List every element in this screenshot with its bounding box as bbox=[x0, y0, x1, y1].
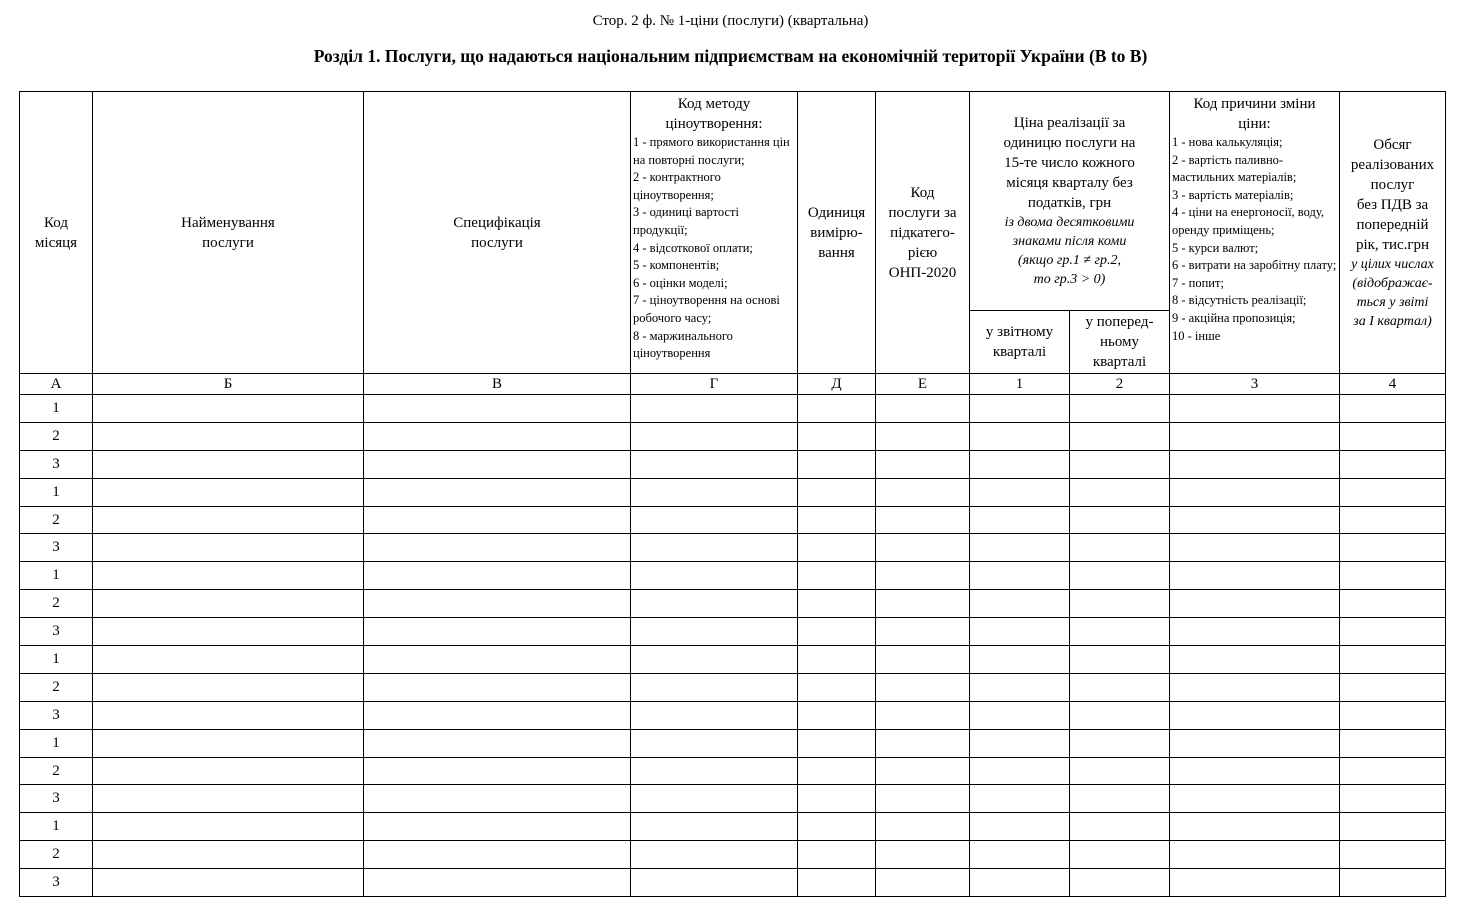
table-cell[interactable] bbox=[1070, 646, 1170, 674]
table-cell[interactable] bbox=[1070, 785, 1170, 813]
table-cell[interactable] bbox=[798, 590, 876, 618]
table-cell[interactable] bbox=[1340, 562, 1446, 590]
table-cell[interactable] bbox=[798, 534, 876, 562]
column-letter: Д bbox=[798, 374, 876, 395]
table-cell[interactable] bbox=[364, 395, 631, 423]
table-cell[interactable] bbox=[798, 785, 876, 813]
table-cell[interactable] bbox=[93, 841, 364, 869]
table-cell[interactable] bbox=[1170, 590, 1340, 618]
table-cell[interactable] bbox=[631, 506, 798, 534]
table-cell[interactable] bbox=[631, 701, 798, 729]
table-cell[interactable] bbox=[1340, 422, 1446, 450]
table-cell[interactable] bbox=[1070, 618, 1170, 646]
table-row bbox=[20, 506, 1446, 534]
table-cell[interactable] bbox=[631, 785, 798, 813]
table-row bbox=[20, 646, 1446, 674]
table-cell[interactable] bbox=[798, 422, 876, 450]
table-cell[interactable] bbox=[364, 729, 631, 757]
reason-item: 9 - акційна пропозиція; bbox=[1172, 310, 1296, 325]
table-cell[interactable] bbox=[93, 562, 364, 590]
table-cell[interactable] bbox=[798, 813, 876, 841]
table-cell[interactable] bbox=[93, 478, 364, 506]
table-cell[interactable] bbox=[631, 618, 798, 646]
reason-item: 6 - витрати на заробітну плату; bbox=[1172, 258, 1337, 273]
header-price-current-line1: у звітному bbox=[985, 324, 1054, 340]
row-month-code: 2 bbox=[20, 757, 93, 785]
table-cell[interactable] bbox=[1340, 701, 1446, 729]
table-cell[interactable] bbox=[1170, 841, 1340, 869]
table-cell[interactable] bbox=[1170, 478, 1340, 506]
pricing-method-item: 5 - компонентів; bbox=[633, 258, 720, 273]
header-volume-note2: (відображає- bbox=[1352, 275, 1433, 291]
header-price-line1: Ціна реалізації за bbox=[1013, 115, 1126, 131]
pricing-method-item: 2 - контрактного ціноутворення; bbox=[633, 170, 721, 202]
header-service-name-line2: послуги bbox=[202, 234, 254, 251]
pricing-method-list bbox=[631, 134, 797, 363]
header-price-line5: податків, грн bbox=[1027, 195, 1112, 211]
table-cell[interactable] bbox=[798, 506, 876, 534]
table-cell[interactable] bbox=[631, 534, 798, 562]
header-volume bbox=[1340, 92, 1446, 374]
table-cell[interactable] bbox=[798, 450, 876, 478]
table-cell[interactable] bbox=[631, 395, 798, 423]
table-cell[interactable] bbox=[1070, 701, 1170, 729]
header-volume-line4: без ПДВ за bbox=[1356, 196, 1429, 213]
header-reason bbox=[1170, 92, 1340, 374]
reason-item: 7 - попит; bbox=[1172, 275, 1224, 290]
table-cell[interactable] bbox=[364, 841, 631, 869]
table-cell[interactable] bbox=[798, 869, 876, 897]
pricing-method-item: 1 - прямого використання цін на повторні послуги; bbox=[633, 135, 790, 167]
header-specification-line1: Специфікація bbox=[453, 214, 541, 231]
table-cell[interactable] bbox=[798, 646, 876, 674]
table-cell[interactable] bbox=[1170, 701, 1340, 729]
table-cell[interactable] bbox=[970, 618, 1070, 646]
table-cell[interactable] bbox=[364, 701, 631, 729]
table-row bbox=[20, 869, 1446, 897]
table-cell[interactable] bbox=[364, 673, 631, 701]
row-month-code: 2 bbox=[20, 590, 93, 618]
table-cell[interactable] bbox=[364, 450, 631, 478]
table-cell[interactable] bbox=[1070, 869, 1170, 897]
table-cell[interactable] bbox=[970, 422, 1070, 450]
table-cell[interactable] bbox=[1340, 590, 1446, 618]
table-cell[interactable] bbox=[1170, 422, 1340, 450]
table-cell[interactable] bbox=[876, 450, 970, 478]
table-cell[interactable] bbox=[93, 534, 364, 562]
header-price-current-quarter bbox=[970, 311, 1070, 374]
table-cell[interactable] bbox=[970, 785, 1070, 813]
header-unit bbox=[798, 92, 876, 374]
table-cell[interactable] bbox=[1340, 395, 1446, 423]
header-price-line3: 15-те число кожного bbox=[1004, 155, 1135, 171]
table-cell[interactable] bbox=[93, 757, 364, 785]
table-cell[interactable] bbox=[1170, 534, 1340, 562]
table-cell[interactable] bbox=[876, 590, 970, 618]
header-price-note2: знаками після коми bbox=[1012, 234, 1127, 249]
table-cell[interactable] bbox=[1070, 757, 1170, 785]
table-row bbox=[20, 450, 1446, 478]
header-unit-line1: Одиниця bbox=[807, 204, 866, 221]
table-cell[interactable] bbox=[1070, 590, 1170, 618]
column-letter: А bbox=[20, 374, 93, 395]
table-cell[interactable] bbox=[876, 478, 970, 506]
row-month-code: 1 bbox=[20, 562, 93, 590]
section-title: Розділ 1. Послуги, що надаються національним підприємствам на економічній території України (B to B) bbox=[313, 46, 1148, 66]
table-cell[interactable] bbox=[798, 618, 876, 646]
header-price-previous-line2: ньому bbox=[1099, 334, 1140, 350]
header-price-line4: місяця кварталу без bbox=[1006, 175, 1133, 191]
table-cell[interactable] bbox=[631, 562, 798, 590]
row-month-code: 3 bbox=[20, 618, 93, 646]
table-cell[interactable] bbox=[1070, 729, 1170, 757]
table-cell[interactable] bbox=[1340, 478, 1446, 506]
row-month-code: 2 bbox=[20, 673, 93, 701]
header-month-code-line1: Код bbox=[44, 214, 68, 231]
table-cell[interactable] bbox=[876, 869, 970, 897]
table-cell[interactable] bbox=[1070, 534, 1170, 562]
table-cell[interactable] bbox=[1070, 813, 1170, 841]
row-month-code: 2 bbox=[20, 506, 93, 534]
header-price bbox=[970, 92, 1170, 311]
table-row bbox=[20, 534, 1446, 562]
table-cell[interactable] bbox=[970, 506, 1070, 534]
table-cell[interactable] bbox=[364, 785, 631, 813]
header-specification bbox=[364, 92, 631, 374]
pricing-method-item: 4 - відсоткової оплати; bbox=[633, 240, 753, 255]
table-cell[interactable] bbox=[1070, 841, 1170, 869]
table-cell[interactable] bbox=[970, 562, 1070, 590]
table-row bbox=[20, 841, 1446, 869]
header-price-note1: із двома десятковими bbox=[1004, 215, 1135, 230]
column-letter: 2 bbox=[1070, 374, 1170, 395]
table-cell[interactable] bbox=[1170, 618, 1340, 646]
header-unit-line3: вання bbox=[818, 244, 855, 261]
table-cell[interactable] bbox=[93, 395, 364, 423]
table-cell[interactable] bbox=[1340, 646, 1446, 674]
table-cell[interactable] bbox=[970, 757, 1070, 785]
table-cell[interactable] bbox=[970, 395, 1070, 423]
header-price-current-line2: кварталі bbox=[992, 344, 1047, 360]
header-service-name-line1: Найменування bbox=[181, 214, 275, 231]
header-month-code-line2: місяця bbox=[34, 234, 78, 251]
table-cell[interactable] bbox=[93, 813, 364, 841]
table-cell[interactable] bbox=[1070, 422, 1170, 450]
table-cell[interactable] bbox=[876, 534, 970, 562]
table-cell[interactable] bbox=[1340, 813, 1446, 841]
table-cell[interactable] bbox=[364, 757, 631, 785]
table-row bbox=[20, 562, 1446, 590]
table-cell[interactable] bbox=[93, 673, 364, 701]
header-service-code-line4: рією bbox=[907, 244, 938, 261]
table-cell[interactable] bbox=[876, 422, 970, 450]
table-cell[interactable] bbox=[93, 729, 364, 757]
header-price-previous-quarter bbox=[1070, 311, 1170, 374]
table-cell[interactable] bbox=[93, 618, 364, 646]
row-month-code: 1 bbox=[20, 729, 93, 757]
table-cell[interactable] bbox=[1340, 534, 1446, 562]
reason-item: 2 - вартість паливно-мастильних матеріалів; bbox=[1172, 152, 1297, 185]
table-cell[interactable] bbox=[1170, 395, 1340, 423]
header-service-code-line3: підкатего- bbox=[890, 224, 955, 241]
table-cell[interactable] bbox=[1070, 562, 1170, 590]
table-cell[interactable] bbox=[93, 869, 364, 897]
table-cell[interactable] bbox=[1170, 450, 1340, 478]
table-cell[interactable] bbox=[1170, 869, 1340, 897]
table-cell[interactable] bbox=[1170, 785, 1340, 813]
table-cell[interactable] bbox=[1070, 478, 1170, 506]
table-cell[interactable] bbox=[798, 701, 876, 729]
table-row bbox=[20, 813, 1446, 841]
table-row bbox=[20, 757, 1446, 785]
table-cell[interactable] bbox=[1340, 450, 1446, 478]
header-volume-note3: ться у звіті bbox=[1356, 294, 1429, 310]
table-row bbox=[20, 701, 1446, 729]
table-cell[interactable] bbox=[631, 869, 798, 897]
table-cell[interactable] bbox=[970, 701, 1070, 729]
table-cell[interactable] bbox=[631, 422, 798, 450]
table-cell[interactable] bbox=[364, 813, 631, 841]
header-pricing-method-title1: Код методу bbox=[677, 96, 751, 112]
table-cell[interactable] bbox=[876, 813, 970, 841]
header-pricing-method bbox=[631, 92, 798, 374]
header-service-code-line2: послуги за bbox=[888, 204, 957, 221]
header-volume-line1: Обсяг bbox=[1373, 136, 1412, 153]
table-cell[interactable] bbox=[93, 701, 364, 729]
header-pricing-method-title2: ціноутворення: bbox=[665, 116, 763, 132]
table-cell[interactable] bbox=[631, 646, 798, 674]
header-volume-note1: у цілих числах bbox=[1351, 256, 1434, 272]
table-cell[interactable] bbox=[631, 729, 798, 757]
reason-list bbox=[1170, 134, 1339, 345]
reason-item: 5 - курси валют; bbox=[1172, 240, 1259, 255]
header-specification-line2: послуги bbox=[471, 234, 523, 251]
header-unit-line2: вимірю- bbox=[810, 224, 863, 241]
reason-item: 4 - ціни на енергоносії, воду, оренду приміщень; bbox=[1172, 205, 1324, 237]
table-cell[interactable] bbox=[1340, 618, 1446, 646]
table-cell[interactable] bbox=[1340, 506, 1446, 534]
table-cell[interactable] bbox=[631, 673, 798, 701]
table-cell[interactable] bbox=[364, 422, 631, 450]
table-cell[interactable] bbox=[631, 813, 798, 841]
table-cell[interactable] bbox=[876, 729, 970, 757]
table-cell[interactable] bbox=[1070, 673, 1170, 701]
table-cell[interactable] bbox=[1170, 813, 1340, 841]
row-month-code: 3 bbox=[20, 534, 93, 562]
table-cell[interactable] bbox=[93, 646, 364, 674]
reason-item: 3 - вартість матеріалів; bbox=[1172, 187, 1294, 202]
table-cell[interactable] bbox=[1170, 673, 1340, 701]
table-cell[interactable] bbox=[876, 646, 970, 674]
pricing-method-item: 3 - одиниці вартості продукції; bbox=[633, 205, 739, 237]
header-volume-line5: попередній bbox=[1356, 216, 1429, 233]
table-cell[interactable] bbox=[631, 841, 798, 869]
table-cell[interactable] bbox=[970, 590, 1070, 618]
table-cell[interactable] bbox=[970, 841, 1070, 869]
header-volume-line2: реалізованих bbox=[1350, 156, 1435, 173]
table-cell[interactable] bbox=[1340, 841, 1446, 869]
reason-item: 1 - нова калькуляція; bbox=[1172, 135, 1283, 149]
table-body bbox=[20, 395, 1446, 897]
table-cell[interactable] bbox=[1070, 395, 1170, 423]
column-letter: В bbox=[364, 374, 631, 395]
table-cell[interactable] bbox=[364, 534, 631, 562]
table-cell[interactable] bbox=[876, 701, 970, 729]
table-cell[interactable] bbox=[876, 618, 970, 646]
table-cell[interactable] bbox=[1170, 729, 1340, 757]
header-volume-line3: послуг bbox=[1370, 176, 1415, 193]
table-cell[interactable] bbox=[970, 673, 1070, 701]
header-volume-line6: рік, тис.грн bbox=[1355, 236, 1430, 253]
table-cell[interactable] bbox=[876, 757, 970, 785]
table-cell[interactable] bbox=[631, 590, 798, 618]
table-row bbox=[20, 478, 1446, 506]
column-letters-row bbox=[20, 374, 1446, 395]
reason-item: 8 - відсутність реалізації; bbox=[1172, 293, 1307, 308]
header-volume-note4: за I квартал) bbox=[1353, 313, 1432, 329]
table-cell[interactable] bbox=[364, 478, 631, 506]
table-cell[interactable] bbox=[798, 395, 876, 423]
table-cell[interactable] bbox=[364, 562, 631, 590]
table-cell[interactable] bbox=[876, 506, 970, 534]
table-cell[interactable] bbox=[970, 813, 1070, 841]
table-cell[interactable] bbox=[364, 506, 631, 534]
row-month-code: 1 bbox=[20, 478, 93, 506]
table-cell[interactable] bbox=[631, 478, 798, 506]
column-letter: 3 bbox=[1170, 374, 1340, 395]
table-row bbox=[20, 618, 1446, 646]
table-cell[interactable] bbox=[93, 785, 364, 813]
header-service-name bbox=[93, 92, 364, 374]
table-cell[interactable] bbox=[364, 869, 631, 897]
table-cell[interactable] bbox=[364, 590, 631, 618]
header-price-note4: то гр.3 > 0) bbox=[1033, 272, 1106, 287]
table-cell[interactable] bbox=[631, 450, 798, 478]
table-cell[interactable] bbox=[1340, 785, 1446, 813]
table-cell[interactable] bbox=[1340, 729, 1446, 757]
table-cell[interactable] bbox=[93, 422, 364, 450]
table-cell[interactable] bbox=[970, 646, 1070, 674]
table-cell[interactable] bbox=[970, 729, 1070, 757]
table-cell[interactable] bbox=[1340, 673, 1446, 701]
table-cell[interactable] bbox=[1070, 450, 1170, 478]
table-cell[interactable] bbox=[970, 478, 1070, 506]
table-cell[interactable] bbox=[93, 450, 364, 478]
row-month-code: 1 bbox=[20, 813, 93, 841]
table-cell[interactable] bbox=[1170, 646, 1340, 674]
pricing-method-item: 6 - оцінки моделі; bbox=[633, 275, 728, 290]
table-row bbox=[20, 395, 1446, 423]
column-letter: Б bbox=[93, 374, 364, 395]
table-cell[interactable] bbox=[970, 869, 1070, 897]
table-cell[interactable] bbox=[364, 646, 631, 674]
table-cell[interactable] bbox=[93, 506, 364, 534]
row-month-code: 2 bbox=[20, 841, 93, 869]
table-row bbox=[20, 422, 1446, 450]
table-row bbox=[20, 729, 1446, 757]
table-cell[interactable] bbox=[798, 757, 876, 785]
page-reference: Стор. 2 ф. № 1-ціни (послуги) (квартальна) bbox=[592, 13, 869, 29]
table-cell[interactable] bbox=[1170, 506, 1340, 534]
header-price-previous-line1: у поперед- bbox=[1085, 314, 1154, 330]
row-month-code: 3 bbox=[20, 701, 93, 729]
table-cell[interactable] bbox=[364, 618, 631, 646]
table-cell[interactable] bbox=[798, 478, 876, 506]
header-service-code bbox=[876, 92, 970, 374]
table-cell[interactable] bbox=[876, 673, 970, 701]
table-cell[interactable] bbox=[798, 562, 876, 590]
table-cell[interactable] bbox=[1170, 562, 1340, 590]
pricing-method-item: 8 - маржинального ціноутворення bbox=[633, 328, 733, 361]
table-cell[interactable] bbox=[798, 841, 876, 869]
row-month-code: 3 bbox=[20, 869, 93, 897]
table-cell[interactable] bbox=[93, 590, 364, 618]
table-row bbox=[20, 785, 1446, 813]
table-cell[interactable] bbox=[798, 729, 876, 757]
pricing-method-item: 7 - ціноутворення на основі робочого часу; bbox=[633, 293, 780, 325]
row-month-code: 2 bbox=[20, 422, 93, 450]
table-cell[interactable] bbox=[798, 673, 876, 701]
header-reason-title1: Код причини зміни bbox=[1193, 96, 1316, 112]
row-month-code: 3 bbox=[20, 785, 93, 813]
table-cell[interactable] bbox=[970, 450, 1070, 478]
reason-item: 10 - інше bbox=[1172, 328, 1221, 343]
header-price-line2: одиницю послуги на bbox=[1003, 135, 1136, 151]
header-price-previous-line3: кварталі bbox=[1092, 354, 1147, 370]
table-cell[interactable] bbox=[1340, 869, 1446, 897]
row-month-code: 1 bbox=[20, 395, 93, 423]
column-letter: Е bbox=[876, 374, 970, 395]
table-cell[interactable] bbox=[876, 395, 970, 423]
services-price-table bbox=[19, 91, 1446, 897]
header-price-note3: (якщо гр.1 ≠ гр.2, bbox=[1017, 253, 1122, 268]
table-cell[interactable] bbox=[876, 785, 970, 813]
column-letter: 4 bbox=[1340, 374, 1446, 395]
column-letter: Г bbox=[631, 374, 798, 395]
row-month-code: 3 bbox=[20, 450, 93, 478]
table-cell[interactable] bbox=[970, 534, 1070, 562]
table-row bbox=[20, 590, 1446, 618]
header-reason-title2: ціни: bbox=[1238, 116, 1271, 132]
header-service-code-line1: Код bbox=[910, 184, 935, 201]
header-month-code bbox=[20, 92, 93, 374]
table-cell[interactable] bbox=[876, 841, 970, 869]
table-row bbox=[20, 673, 1446, 701]
header-service-code-line5: ОНП-2020 bbox=[888, 264, 957, 281]
table-cell[interactable] bbox=[1170, 757, 1340, 785]
table-cell[interactable] bbox=[1340, 757, 1446, 785]
table-cell[interactable] bbox=[876, 562, 970, 590]
column-letter: 1 bbox=[970, 374, 1070, 395]
table-cell[interactable] bbox=[631, 757, 798, 785]
table-cell[interactable] bbox=[1070, 506, 1170, 534]
row-month-code: 1 bbox=[20, 646, 93, 674]
